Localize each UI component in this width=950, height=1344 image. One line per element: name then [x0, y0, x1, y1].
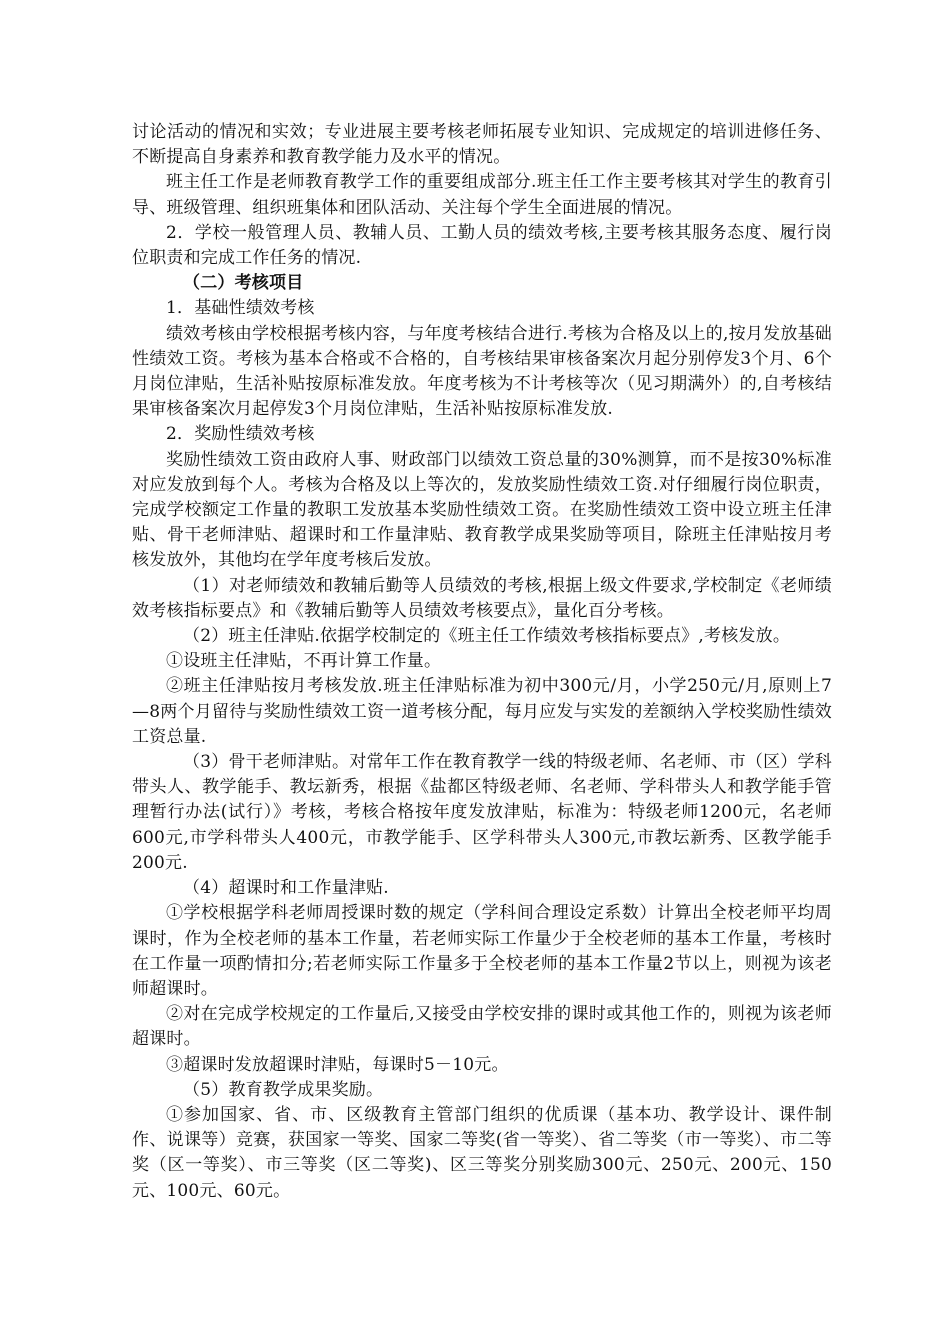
item-2-sub-2: ②班主任津贴按月考核发放.班主任津贴标准为初中300元/月，小学250元/月,原则上7—8两个月留待与奖励性绩效工资一道考核分配，每月应发与实发的差额纳入学校奖励性绩效工资总量. — [132, 676, 832, 747]
item-5-sub-1: ①参加国家、省、市、区级教育主管部门组织的优质课（基本功、教学设计、课件制作、说课等）竞赛，获国家一等奖、国家二等奖(省一等奖）、省二等奖（市一等奖）、市二等奖（区一等奖）、市三等奖（区二等奖)、区三等奖分别奖励300元、250元、200元、150元、100元、60元。 — [132, 1104, 832, 1201]
section-heading-assessment-items: （二）考核项目 — [183, 273, 304, 294]
item-2-head-teacher-allowance: （2）班主任津贴.依据学校制定的《班主任工作绩效考核指标要点》,考核发放。 — [183, 626, 791, 647]
paragraph-incentive-performance: 奖励性绩效工资由政府人事、财政部门以绩效工资总量的30%测算，而不是按30%标准对应发放到每个人。考核为合格及以上等次的，发放奖励性绩效工资.对仔细履行岗位职责，完成学校额定工作量的教职工发放基本奖励性绩效工资。在奖励性绩效工资中设立班主任津贴、骨干老师津贴、超课时和工作量津贴、教育教学成果奖励等项目，除班主任津贴按月考核发放外，其他均在学年度考核后发放。 — [132, 449, 832, 571]
subheading-basic-performance: 1．基础性绩效考核 — [166, 298, 315, 319]
item-4-sub-1: ①学校根据学科老师周授课时数的规定（学科间合理设定系数）计算出全校老师平均周课时，作为全校老师的基本工作量，若老师实际工作量少于全校老师的基本工作量，考核时在工作量一项酌情扣分;若老师实际工作量多于全校老师的基本工作量2节以上，则视为该老师超课时。 — [132, 903, 832, 999]
item-4-overtime-allowance: （4）超课时和工作量津贴. — [183, 878, 389, 899]
item-4-sub-3: ③超课时发放超课时津贴，每课时5－10元。 — [166, 1054, 509, 1075]
item-4-sub-2: ②对在完成学校规定的工作量后,又接受由学校安排的课时或其他工作的，则视为该老师超课时。 — [132, 1004, 832, 1050]
subheading-incentive-performance: 2．奖励性绩效考核 — [166, 424, 315, 445]
paragraph-basic-performance: 绩效考核由学校根据考核内容，与年度考核结合进行.考核为合格及以上的,按月发放基础性绩效工资。考核为基本合格或不合格的，自考核结果审核备案次月起分别停发3个月、6个月岗位津贴，生活补贴按原标准发放。年度考核为不计考核等次（见习期满外）的,自考核结果审核备案次月起停发3个月岗位津贴，生活补贴按原标准发放. — [132, 323, 832, 420]
paragraph-head-teacher-work: 班主任工作是老师教育教学工作的重要组成部分.班主任工作主要考核其对学生的教育引导、班级管理、组织班集体和团队活动、关注每个学生全面进展的情况。 — [132, 172, 832, 218]
document-page — [132, 120, 832, 1204]
item-3-backbone-teacher-allowance: （3）骨干老师津贴。对常年工作在教育教学一线的特级老师、名老师、市（区）学科带头人、教学能手、教坛新秀，根据《盐都区特级老师、名老师、学科带头人和教学能手管理暂行办法(试行）》考核，考核合格按年度发放津贴，标准为：特级老师1200元，名老师600元,市学科带头人400元，市教学能手、区学科带头人300元,市教坛新秀、区教学能手200元. — [132, 752, 832, 873]
item-1-teacher-assessment: （1）对老师绩效和教辅后勤等人员绩效的考核,根据上级文件要求,学校制定《老师绩效考核指标要点》和《教辅后勤等人员绩效考核要点》，量化百分考核。 — [132, 575, 832, 621]
item-2-sub-1: ①设班主任津贴，不再计算工作量。 — [166, 651, 442, 672]
item-5-achievement-award: （5）教育教学成果奖励。 — [183, 1079, 384, 1100]
paragraph-assessment-content: 讨论活动的情况和实效；专业进展主要考核老师拓展专业知识、完成规定的培训进修任务、不断提高自身素养和教育教学能力及水平的情况。 — [132, 122, 832, 168]
paragraph-staff-assessment: 2．学校一般管理人员、教辅人员、工勤人员的绩效考核,主要考核其服务态度、履行岗位职责和完成工作任务的情况. — [132, 222, 832, 269]
